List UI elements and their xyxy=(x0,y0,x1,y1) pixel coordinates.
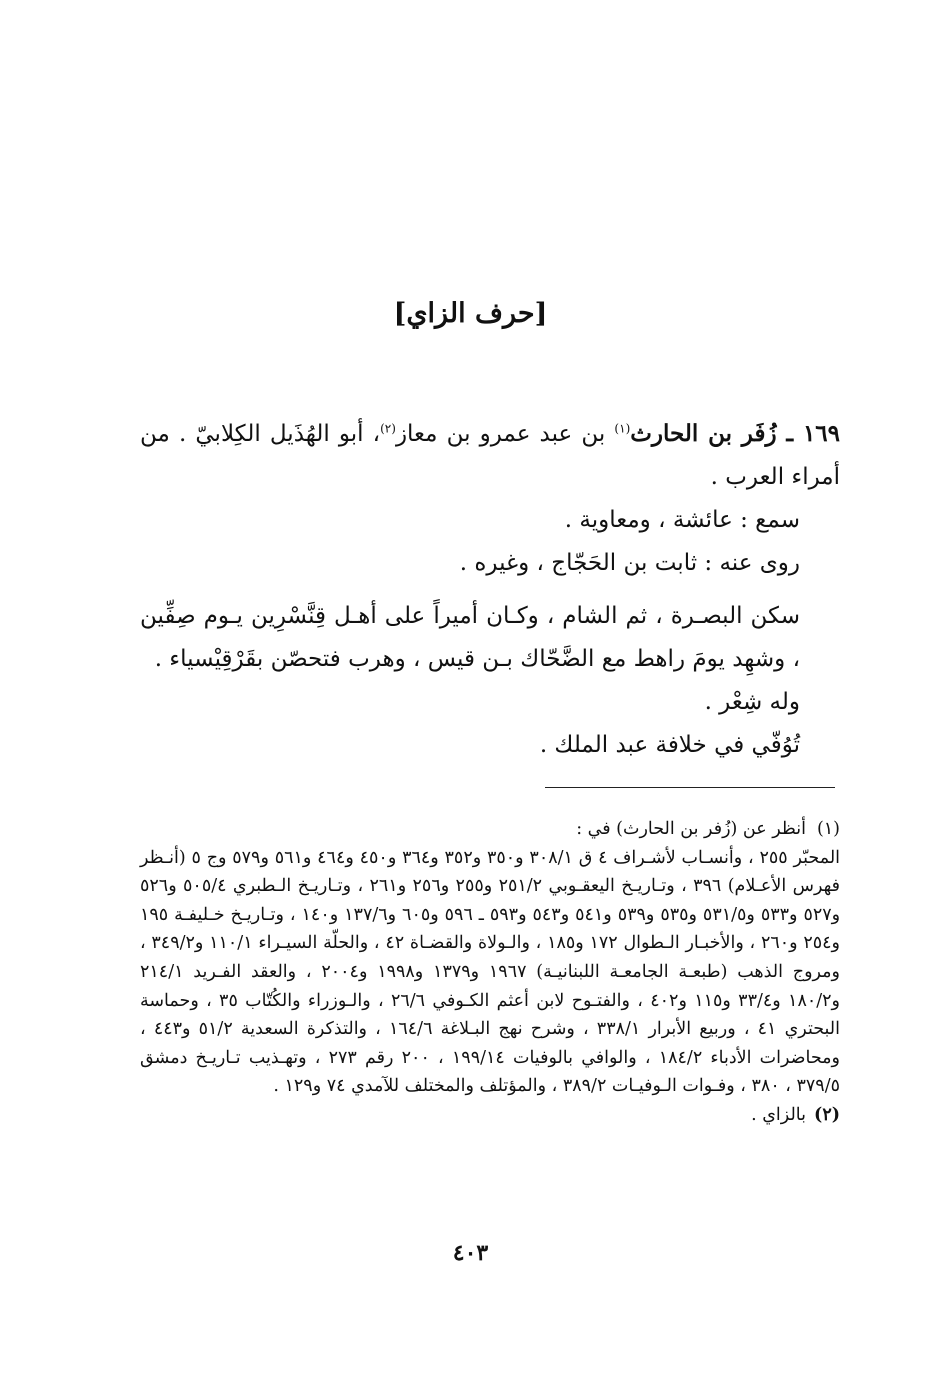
death-line: تُوُفّي في خلافة عبد الملك . xyxy=(539,732,800,758)
heard-from-line: سمع : عائشة ، ومعاوية . xyxy=(564,507,800,533)
footnote-ref-1[interactable]: (١) xyxy=(614,421,631,436)
footnote-divider xyxy=(545,787,835,788)
footnote-2-text: بالزاي . xyxy=(751,1104,806,1125)
entry-kunya: ، أبو الهُذَيل الكِلابيّ . من أمراء العرب . xyxy=(140,421,840,490)
footnote-2-marker: (٢) xyxy=(814,1104,840,1125)
footnotes-section xyxy=(140,815,840,1130)
footnote-ref-2[interactable]: (٢) xyxy=(380,421,396,436)
footnote-1-intro-text: أنظر عن (زُفر بن الحارث) في : xyxy=(576,819,806,839)
biography-paragraph: سكن البصـرة ، ثم الشام ، وكـان أميراً على أهـل قِنَّسْرِين يـوم صِفِّين ، وشهِد يومَ راهط مع الضَّحّاك بـن قيس ، وهرب فتحصّن بقَرْقِيْسياء . xyxy=(140,603,800,672)
footnote-1-marker: (١) xyxy=(816,819,840,839)
narrated-by-line: روى عنه : ثابت بن الحَجّاج ، وغيره . xyxy=(459,550,800,576)
page-title: [حرف الزاي] xyxy=(393,298,548,329)
footnote-1-intro xyxy=(140,815,840,844)
entry-name: ١٦٩ ـ زُفَر بن الحارث xyxy=(630,420,841,447)
entry-heading-paragraph xyxy=(140,412,840,499)
footnote-1-body: المحبّر ٢٥٥ ، وأنسـاب لأشـراف ٤ ق ٣٠٨/١ و٣٥٠ و٣٥٢ و٣٦٤ و٤٥٠ و٤٦٤ و٥٦١ و٥٧٩ وج ٥ (أنـظر فهرس الأعـلام) ٣٩٦ ، وتـاريـخ اليعقـوبي ٢٥١/٢ و٢٥٥ و٢٥٦ و٢٦١ ، وتـاريـخ الـطبري ٥٠٥/٤ و٥٢٦ و٥٢٧ و٥٣٣ و٥٣١/٥ و٥٣٥ و٥٣٩ و٥٤١ و٥٤٣ و٥٩٣ ـ ٥٩٦ و٦٠٥ و١٣٧/٦ و١٤٠ ، وتـاريـخ خـليفـة ١٩٥ و٢٥٤ و٢٦٠ ، والأخبـار الـطوال ١٧٢ و١٨٥ ، والـولاة والقضـاة ٤٢ ، والحلّة السيـراء ١١٠/١ و٣٤٩/٢ ، ومروج الذهب (طبعـة الجامعـة اللبنانيـة) ١٩٦٧ و١٣٧٩ و١٩٩٨ و٢٠٠٤ ، والعقد الفـريد ٢١٤/١ و١٨٠/٢ و٣٣/٤ و١١٥ و٤٠٢ ، والفتـوح لابن أعثم الكـوفي ٢٦/٦ ، والـوزراء والكُتّاب ٣٥ ، وحماسة البحتري ٤١ ، وربيع الأبرار ٣٣٨/١ ، وشرح نهج البـلاغة ١٦٤/٦ ، والتذكرة السعدية ٥١/٢ و٤٤٣ ، ومحاضرات الأدباء ١٨٤/٢ ، والوافي بالوفيات ١٩٩/١٤ ، ٢٠٠ رقم ٢٧٣ ، وتهـذيب تـاريـخ دمشق ٣٧٩/٥ ، ٣٨٠ ، وفـوات الـوفيـات ٣٨٩/٢ ، والمؤتلف والمختلف للآمدي ٧٤ و١٢٩ . xyxy=(140,847,841,1097)
poetry-line: وله شِعْر . xyxy=(704,689,800,715)
entry-lineage: بن عبد عمرو بن معاز xyxy=(395,421,615,447)
footnote-2 xyxy=(140,1101,840,1130)
entry-body xyxy=(140,412,840,767)
page-number: ٤٠٣ xyxy=(452,1240,489,1266)
